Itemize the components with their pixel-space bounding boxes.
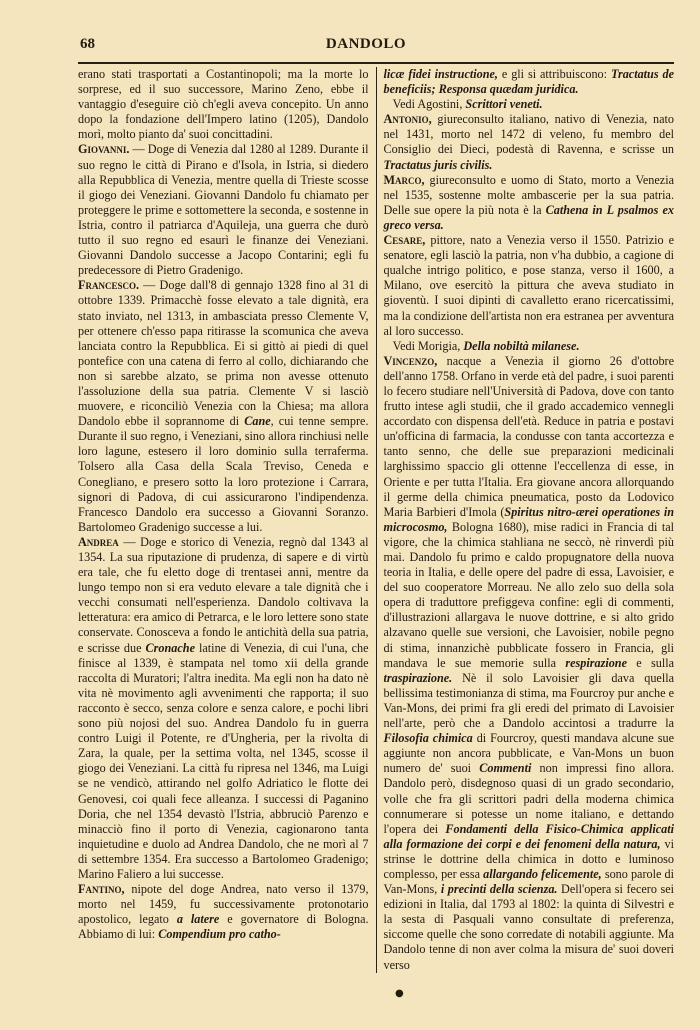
entry-giovanni [78, 142, 369, 278]
page-header [58, 36, 674, 60]
left-column [78, 67, 369, 973]
entry-headword: Antonio, [383, 112, 432, 127]
text-run: — Doge di Venezia dal 1280 al 1289. Durante il suo regno le città di Pirano e d'Isola, in Istria, si diedero alla Repubblica di Venezia, mentre quella di Trieste scosse il giogo dei Veneziani. Giovanni Dandolo fu chiamato per proteggere le prime e sottomettere la seconda, e sostenne in Istria, contro il patriarca d'Aquileja, una guerra che durò tutto il suo regno ed esaurì le finanze dei Veneziani. Giovanni Dandolo successe a Jacopo Contarini; egli fu predecessore di Pietro Gradenigo. [78, 142, 369, 278]
text-run: Tractatus de beneficiis; Responsa quædam juridica. [383, 67, 674, 97]
header-rule [78, 62, 674, 64]
text-run: Nè il solo Lavoisier gli dava quella bellissima testimonianza di stima, ma Fourcroy pur anche e Van-Mons, dei primi fra gli eredi del primato di Lavoisier nell'arte, però che a Dandolo accintosi a tradurre la [383, 670, 675, 731]
text-run: vi strinse le dottrine della chimica in dotto e luminoso complesso, per essa [383, 836, 675, 881]
text-run: Compendium pro catho- [158, 927, 281, 942]
entry-vincenzo [383, 354, 674, 973]
text-run: e governatore di Bologna. Abbiamo di lui: [78, 912, 369, 942]
entry-continuation [78, 67, 369, 142]
text-run: Dell'opera si fecero sei edizioni in Italia, dal 1793 al 1802: la quinta di Silvestri e la sesta di Pasquali vanno consultate di preferenza, siccome quelle che sono corredate di notabili aggiunte. Ma Dandolo tenne di non aver colma la misura de' suoi doveri verso [383, 882, 675, 972]
text-run: nipote del doge Andrea, nato verso il 1379, morto nel 1459, fu successivamente protonotario apostolico, legato [78, 882, 369, 927]
running-head: DANDOLO [325, 36, 407, 52]
text-run: licæ fidei instructione, [383, 67, 498, 81]
text-run: pittore, nato a Venezia verso il 1550. Patrizio e senatore, egli lasciò la patria, non v'ha dubbio, a cagione di qualche intrigo politico, e pose stanza, verso il 1600, a Milano, ove esercitò la pittura che aveva studiato in gioventù. I suoi dipinti di cavalletto erano ricercatissimi, ma la condizione dell'artista non era estranea per avventura al loro successo. [383, 233, 675, 338]
text-run: respirazione [565, 655, 627, 670]
text-run: Tractatus juris civilis. [383, 157, 493, 172]
entry-fantino-continued [383, 67, 674, 97]
text-run: giureconsulto e uomo di Stato, morto a Venezia nel 1535, sostenne molte ambascerie per la sua patria. Delle sue opere la più nota è la [383, 172, 675, 217]
text-run: e gli si attribuiscono: [497, 67, 611, 81]
text-run: i precinti della scienza. [440, 882, 558, 897]
two-column-body [78, 67, 674, 973]
text-run: Vedi Agostini, [392, 97, 466, 112]
text-run: Spiritus nitro-ærei operationes in microcosmo, [383, 504, 675, 534]
text-run: Fondamenti della Fisico-Chimica applicati alla formazione dei corpi e dei fenomeni della natura, [383, 821, 675, 851]
column-divider [376, 67, 377, 973]
text-run: Scrittori veneti. [465, 97, 543, 112]
text-run: traspirazione. [383, 670, 453, 685]
entry-andrea [78, 535, 369, 882]
text-run: giureconsulto italiano, nativo di Venezia, nato nel 1431, morto nel 1472 di veleno, fu membro del Consiglio dei Dieci, podestà di Ravenna, e scrisse un [383, 112, 675, 157]
text-run: a latere [176, 912, 220, 927]
text-run: di Fourcroy, questi mandava alcune sue aggiunte non ancora pubblicate, e Van-Mons un buon numero de' suoi [383, 731, 675, 776]
cross-reference [383, 339, 674, 354]
text-run: Bologna 1680), mise radici in Francia di tal vigore, che la chimica stahliana ne seccò, nè rinverdì più mai. Dandolo fu primo e caldo propugnatore della nuova teoria in Italia, e delle opere del padre di essa, Lavoisier, e del suo cooperatore Morreau. Ne allo zelo suo della sola opera di traduttore prefiggeva confine: egli di commenti, d'illustrazioni allargava le nuove dottrine, e si alto grido alzavano quelle sue versioni, che Lavoisier, nobile pegno di stima, innanzichè pubblicate fossero in Francia, gli mandava le sue memorie sulla [383, 519, 675, 670]
text-run: nacque a Venezia il giorno 26 d'ottobre dell'anno 1758. Orfano in verde età del padre, i suoi parenti lo fecero studiare nell'Università di Padova, dove con tanto frutto intese agli studii, che il grado accademico vennegli accordato con dispensa dell'età. Reduce in patria e postavi un'officina di farmacia, la condusse con tanta accortezza e tanto senno, che delle sue preparazioni medicinali larghissimo spaccio gli ottenne l'eccellenza di esse, in Oriente e per tutta l'Italia. Era giovane ancora allorquando il germe della chimica pneumatica, posto da Lodovico Maria Barbieri d'Imola ( [383, 353, 675, 519]
entry-headword: Cesare, [383, 233, 426, 248]
entry-marco [383, 173, 674, 233]
text-run: Filosofia chimica [383, 731, 473, 746]
entry-headword: Fantino, [78, 882, 125, 897]
entry-headword: Vincenzo, [383, 353, 438, 368]
entry-headword: Marco, [383, 172, 425, 187]
right-column [383, 67, 674, 973]
text-run: Cronache [145, 640, 195, 655]
entry-headword: Giovanni. [78, 142, 130, 157]
text-run: Cane [244, 414, 271, 429]
text-run: non impressi fino allora. Dandolo però, disdegnoso quasi di un grado secondario, volle che fra gli scrittori padri della moderna chimica connumerare si potesse un nome italiano, e dettando l'opera dei [383, 761, 675, 836]
text-run: allargando felicemente, [483, 866, 602, 881]
text-run: e sulla [626, 655, 675, 670]
text-run: — Doge dall'8 di gennajo 1328 fino al 31 di ottobre 1339. Primacchè fosse elevato a tale dignità, era stato inviato, nel 1313, in ambasciata presso Clemente V, per ottenere ch'esso papa ritirasse la scomunica che aveva lanciata contro la Repubblica. Ei si gittò ai piedi di quel pontefice con una catena di ferro al collo, dichiarando che non si sarebbe alzato, se prima non avesse ottenuto l'assoluzione della sua patria. Clemente V si lasciò muovere, e riconciliò Venezia con la Chiesa; ma allora Dandolo ebbe il soprannome di [78, 278, 369, 429]
entry-headword: Francesco. [78, 278, 139, 293]
entry-fantino [78, 882, 369, 942]
page-number: 68 [80, 36, 95, 52]
entry-francesco [78, 278, 369, 535]
text-run: erano stati trasportati a Costantinopoli; ma la morte lo sorprese, ed il suo successore, Marino Zeno, ebbe il vantaggio d'eseguire ciò ch'egli aveva concepito. Un anno dopo la fondazione dell'Impero latino (1205), Dandolo morì, molto pianto da' suoi concittadini. [78, 67, 369, 142]
text-run: , cui tenne sempre. Durante il suo regno, i Veneziani, sino allora rinchiusi nelle loro lagune, estesero il loro dominio sulla terraferma. Tolsero alla Casa della Scala Treviso, Ceneda e Conegliano, e presero sotto la loro protezione i Carrara, signori di Padova, di cui assicurarono l'indipendenza. Francesco Dandolo era successo a Giovanni Soranzo. Bartolomeo Gradenigo successe a lui. [78, 414, 369, 534]
entry-cesare [383, 233, 674, 339]
entry-antonio [383, 112, 674, 172]
text-run: Della nobiltà milanese. [463, 338, 580, 353]
text-run: latine di Venezia, di cui l'una, che finisce al 1339, è stampata nel tomo xii della grande raccolta di Muratori; l'altra inedita. Ma egli non ha dato nè vita nè movimento agli avvenimenti che rapporta; il suo racconto è secco, senza colore e senza calore, e pochi libri sono più nojosi del suo. Andrea Dandolo fu in guerra contro Luigi il Potente, re d'Ungheria, per la rivolta di Zara, la quale, per la settima volta, nel 1345, scosse il giogo dei Veneziani. La città fu ripresa nel 1346, ma Luigi se ne vendicò, attirando nel golfo Adriatico le flotte dei Genovesi, coi quali fece alleanza. I successi di Paganino Doria, che nel 1354 devastò l'Istria, abbruciò Parenzo e minacciò fino il porto di Venezia, cagionarono tanta inquietudine e duolo ad Andrea Dandolo, che ne morì al 7 di settembre 1354. Era successo a Bartolomeo Gradenigo; Marino Faliero a lui successe. [78, 640, 369, 881]
cross-reference [383, 97, 674, 112]
ink-mark: ● [395, 988, 404, 999]
text-run: Commenti [479, 761, 532, 776]
text-run: sono parole di Van-Mons, [383, 866, 674, 897]
text-run: Cathena in L psalmos ex greco versa. [383, 202, 675, 232]
entry-headword: Andrea [78, 534, 119, 549]
text-run: Vedi Morigia, [392, 338, 464, 353]
text-run: — Doge e storico di Venezia, regnò dal 1343 al 1354. La sua riputazione di prudenza, di sapere e di virtù era tale, che fu eletto doge di trentasei anni, mentre da lungo tempo non si era veduto elevare a tale dignità che i vecchi consumati nell'esperienza. Dandolo coltivava la letteratura: era amico di Petrarca, e le loro lettere sono state conservate. Conosceva a fondo le antichità della sua patria, e scrisse due [78, 534, 369, 655]
